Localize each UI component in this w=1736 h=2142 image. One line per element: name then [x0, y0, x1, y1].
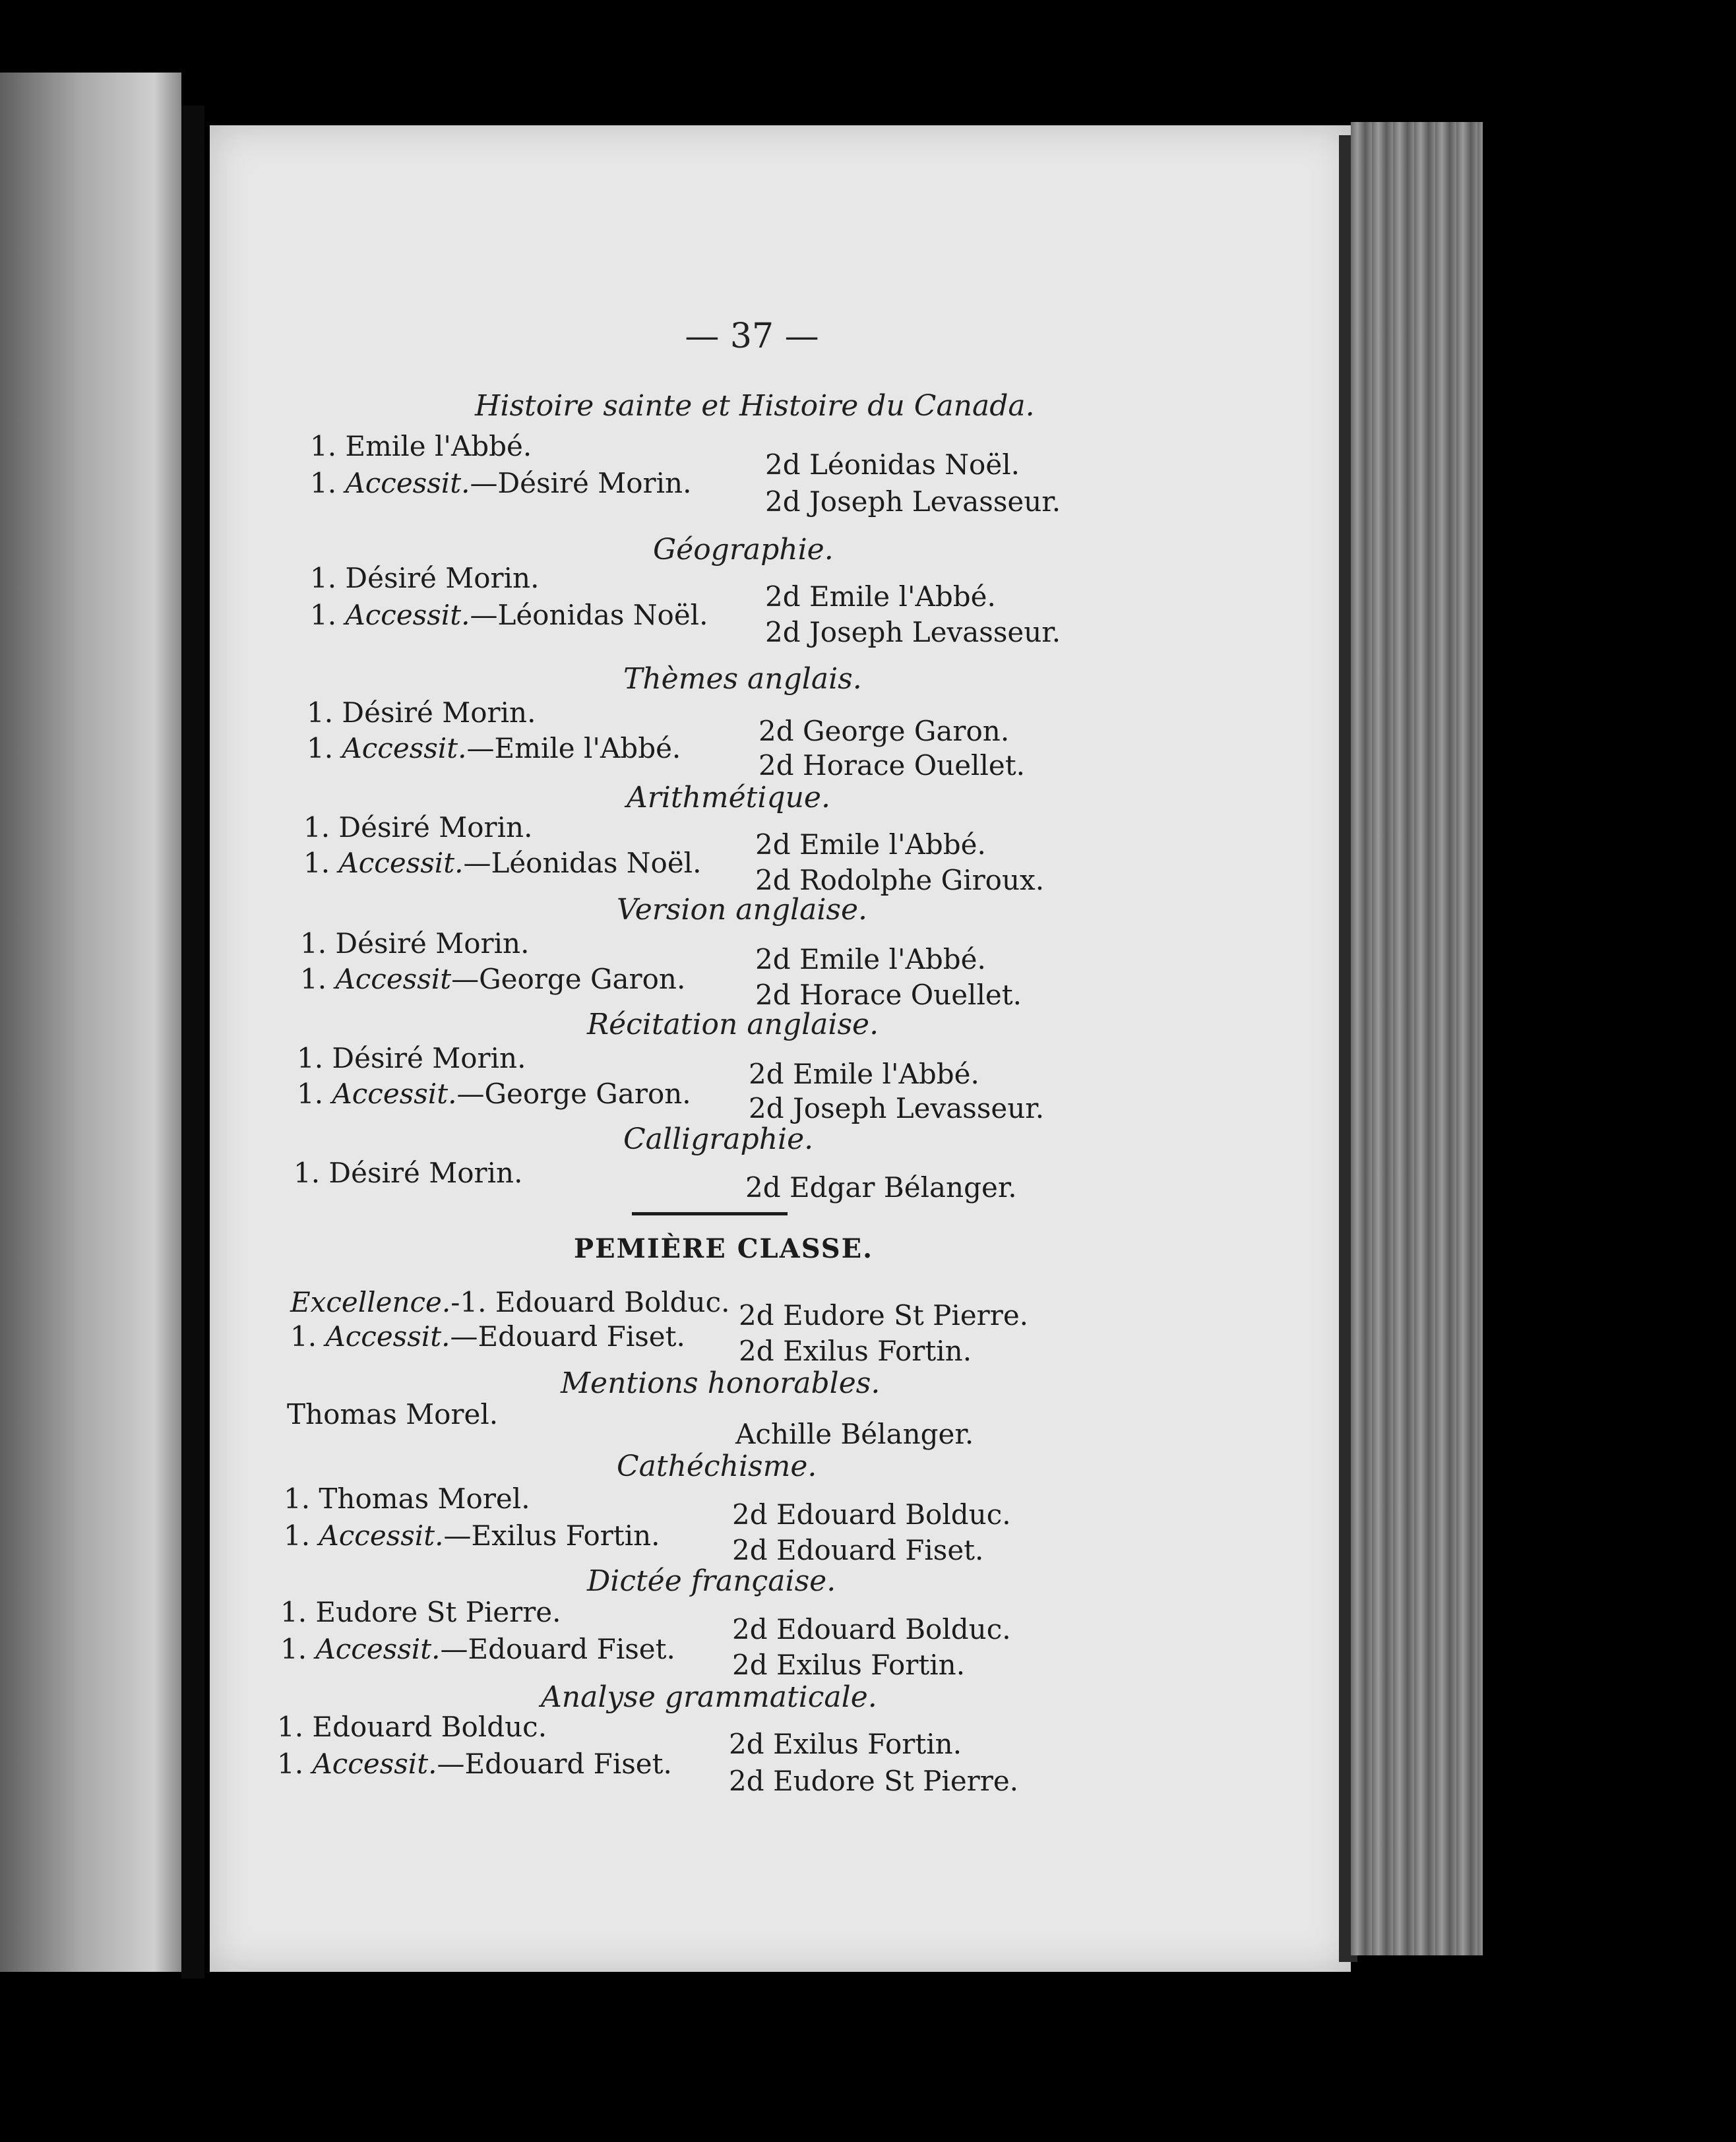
row-right: 2d Edouard Bolduc.: [732, 1498, 1011, 1531]
row-left: 1. Accessit.—George Garon.: [297, 1078, 691, 1110]
section-heading: Analyse grammaticale.: [541, 1680, 877, 1714]
row-left: 1. Eudore St Pierre.: [280, 1596, 561, 1628]
row-right: 2d Exilus Fortin.: [732, 1649, 966, 1681]
row-right: 2d Joseph Levasseur.: [749, 1092, 1045, 1124]
row-left: 1. Accessit.—Désiré Morin.: [310, 467, 692, 499]
section-heading: Thèmes anglais.: [623, 662, 862, 696]
row-left: 1. Désiré Morin.: [294, 1157, 523, 1189]
row-right: 2d Rodolphe Giroux.: [755, 864, 1045, 896]
row-right: 2d Joseph Levasseur.: [765, 485, 1061, 518]
row-left: 1. Accessit.—Edouard Fiset.: [280, 1633, 675, 1665]
row-right: 2d Edouard Bolduc.: [732, 1613, 1011, 1645]
row-right: Achille Bélanger.: [735, 1418, 974, 1450]
row-left: 1. Emile l'Abbé.: [310, 430, 532, 462]
row-left: 1. Accessit—George Garon.: [300, 963, 686, 995]
row-right: 2d Edgar Bélanger.: [745, 1171, 1017, 1204]
section-heading: Calligraphie.: [623, 1122, 814, 1156]
page-number: — 37 —: [685, 317, 819, 356]
row-left: 1. Désiré Morin.: [310, 562, 540, 594]
row-left: 1. Désiré Morin.: [303, 811, 533, 843]
row-right: 2d Emile l'Abbé.: [755, 943, 986, 975]
row-right: 2d Exilus Fortin.: [729, 1728, 962, 1760]
row-right: 2d Exilus Fortin.: [739, 1335, 972, 1367]
section-heading: Arithmétique.: [627, 781, 830, 814]
row-left: 1. Accessit.—Léonidas Noël.: [303, 847, 702, 879]
class-title: PEMIÈRE CLASSE.: [574, 1233, 874, 1264]
section-heading: Mentions honorables.: [561, 1366, 881, 1400]
row-left: 1. Désiré Morin.: [297, 1042, 526, 1074]
section-heading: Cathéchisme.: [617, 1450, 817, 1483]
row-right: 2d Emile l'Abbé.: [765, 580, 996, 613]
row-left: 1. Accessit.—Edouard Fiset.: [290, 1320, 685, 1353]
section-heading: Géographie.: [653, 533, 834, 566]
section-heading: Version anglaise.: [617, 893, 867, 927]
row-left: 1. Thomas Morel.: [284, 1483, 530, 1515]
row-right: 2d Horace Ouellet.: [759, 749, 1026, 781]
row-left: 1. Accessit.—Emile l'Abbé.: [307, 732, 681, 764]
row-right: 2d Joseph Levasseur.: [765, 616, 1061, 648]
row-left: 1. Accessit.—Exilus Fortin.: [284, 1519, 660, 1552]
row-right: 2d Emile l'Abbé.: [749, 1058, 979, 1090]
row-right: 2d Emile l'Abbé.: [755, 828, 986, 861]
row-right: 2d Eudore St Pierre.: [739, 1299, 1029, 1331]
section-heading: Dictée française.: [587, 1564, 836, 1598]
row-left: 1. Accessit.—Léonidas Noël.: [310, 599, 708, 631]
row-right: 2d Léonidas Noël.: [765, 448, 1020, 481]
section-heading: Récitation anglaise.: [587, 1008, 879, 1041]
row-right: 2d George Garon.: [759, 715, 1010, 747]
row-left: Excellence.-1. Edouard Bolduc.: [290, 1286, 730, 1318]
row-right: 2d Edouard Fiset.: [732, 1534, 984, 1566]
row-right: 2d Horace Ouellet.: [755, 979, 1022, 1011]
row-left: 1. Désiré Morin.: [307, 696, 536, 729]
row-left: 1. Edouard Bolduc.: [277, 1711, 547, 1743]
row-left: Thomas Morel.: [287, 1398, 499, 1430]
row-left: 1. Désiré Morin.: [300, 927, 530, 960]
section-heading: Histoire sainte et Histoire du Canada.: [475, 389, 1035, 423]
row-left: 1. Accessit.—Edouard Fiset.: [277, 1748, 672, 1780]
row-right: 2d Eudore St Pierre.: [729, 1765, 1019, 1797]
section-divider: [632, 1212, 788, 1215]
